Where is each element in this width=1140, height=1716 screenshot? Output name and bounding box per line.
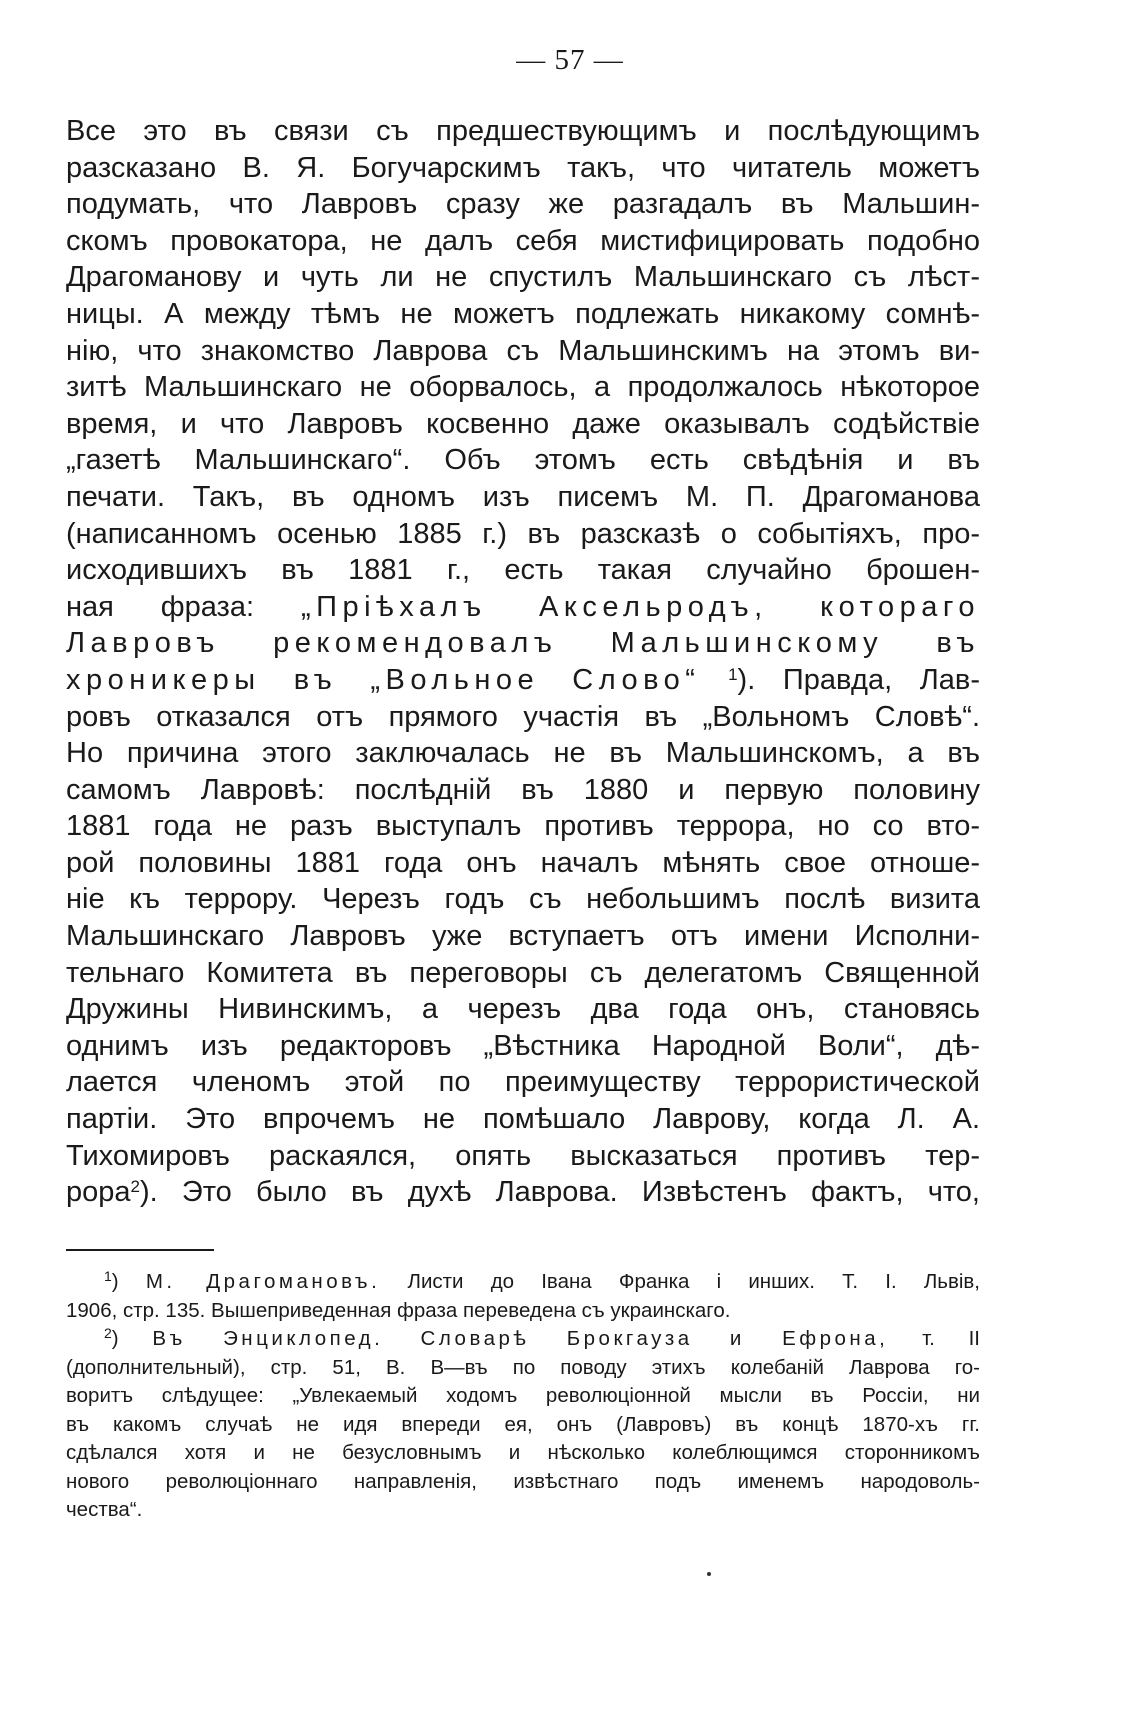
text-line: нію, что знакомство Лаврова съ Мальшинскимъ на этомъ ви- [66,334,980,367]
text-line: тельнаго Комитета въ переговоры съ делегатомъ Священной [66,956,980,989]
footnote-2-line: (дополнительный), стр. 51, В. В—въ по поводу этихъ колебаній Лаврова го- [66,1355,980,1379]
text-line: печати. Такъ, въ одномъ изъ писемъ М. П. Драгоманова [66,480,980,513]
text-line: ніе къ террору. Черезъ годъ съ небольшимъ послѣ визита [66,883,980,916]
footnote-text: Листи до Івана Франка і инших. Т. І. Львів, [407,1270,980,1293]
text-line: Мальшинскаго Лавровъ уже вступаетъ отъ имени Исполни- [66,920,980,953]
text-line: ровъ отказался отъ прямого участія въ „Вольномъ Словѣ“. [66,700,980,733]
footnote-2-line: сдѣлался хотя и не безусловнымъ и нѣсколько колеблющимся сторонникомъ [66,1441,980,1464]
text-line: лается членомъ этой по преимуществу террористической [66,1066,980,1099]
text-line: однимъ изъ редакторовъ „Вѣстника Народной Воли“, дѣ- [66,1029,980,1062]
footnote-author: М. Драгомановъ. [145,1270,381,1293]
text-line: 1881 года не разъ выступалъ противъ террора, но со вто- [66,810,980,843]
text-line: (написанномъ осенью 1885 г.) въ разсказѣ о событіяхъ, про- [66,517,980,550]
footnote-1-line: 1906, стр. 135. Вышеприведенная фраза переведена съ украинскаго. [66,1298,731,1322]
text-line: Но причина этого заключалась не въ Мальшинскомъ, а въ [66,737,980,770]
spaced-quote: хроникеры въ „Вольное Слово“ [66,663,701,696]
print-speck [707,1572,711,1576]
text-line: скомъ провокатора, не далъ себя мистифицировать подобно [66,224,980,257]
footnote-2-line: нового революціоннаго направленія, извѣстнаго подъ именемъ народоволь- [66,1469,980,1493]
spaced-quote: „Пріѣхалъ Аксельродъ, котораго [300,590,980,623]
quote-continuation: ). Правда, Лав- [737,663,980,696]
text-line: Тихомировъ раскаялся, опять высказаться противъ тер- [66,1139,980,1172]
text-line [66,589,980,626]
text-line: ницы. А между тѣмъ не можетъ подлежать никакому сомнѣ- [66,297,980,330]
footnote-2-line: чества“. [66,1498,143,1521]
footnote-1-line: $^1$) М. Драгомановъ. Листи до Івана Франка і инших. Т. І. Львів, [104,1268,980,1293]
footnote-2-line: въ какомъ случаѣ не идя впереди ея, онъ (Лавровъ) въ концѣ 1870-хъ гг. [66,1412,980,1436]
text-line [66,1174,980,1211]
text-line: Драгоманову и чуть ли не спустилъ Мальшинскаго съ лѣст- [66,261,980,294]
main-text [66,113,980,1211]
footnotes [66,1268,980,1525]
line-start: рора [66,1176,131,1209]
text-line: рой половины 1881 года онъ началъ мѣнять свое отноше- [66,846,980,879]
text-line: время, и что Лавровъ косвенно даже оказывалъ содѣйствіе [66,407,980,440]
text-line: „газетѣ Мальшинскаго“. Объ этомъ есть свѣдѣнія и въ [66,444,980,477]
footnote-ref[interactable]: 2 [130,1177,140,1197]
line-end: ). Это было въ духѣ Лаврова. Извѣстенъ фактъ, что, [139,1176,980,1209]
text-line: Все это въ связи съ предшествующимъ и послѣдующимъ [66,115,980,147]
text-line: подумать, что Лавровъ сразу же разгадалъ въ Мальшин- [66,188,980,221]
text-line: Дружины Нивинскимъ, а черезъ два года онъ, становясь [66,993,980,1026]
footnote-marker: 1 [104,1268,112,1284]
text-line: Лавровъ рекомендовалъ Мальшинскому въ [66,627,980,660]
footnote-source: Въ Энциклопед. Словарѣ Брокгауза и Ефрона, [152,1327,889,1350]
footnote-ref[interactable]: 1 [728,664,738,684]
footnote-text: т. II [922,1327,980,1350]
footnote-2-line: воритъ слѣдущее: „Увлекаемый ходомъ революціонной мысли въ Россіи, ни [66,1384,980,1407]
footnote-2-line: $^2$) Въ Энциклопед. Словарѣ Брокгауза и Ефрона, т. II [104,1325,980,1350]
text-line: исходившихъ въ 1881 г., есть такая случайно брошен- [66,554,980,587]
page-number: — 57 — [516,44,624,76]
text-line: разсказано В. Я. Богучарскимъ такъ, что читатель можетъ [66,151,980,184]
quote-intro: ная фраза: [66,590,255,623]
footnote-separator [66,1249,214,1251]
text-line: самомъ Лавровѣ: послѣдній въ 1880 и первую половину [66,773,980,806]
text-line: зитѣ Мальшинскаго не оборвалось, а продолжалось нѣкоторое [66,371,980,404]
text-line: партіи. Это впрочемъ не помѣшало Лаврову, когда Л. А. [66,1103,980,1136]
text-line [66,662,980,699]
footnote-marker: 2 [104,1325,112,1341]
